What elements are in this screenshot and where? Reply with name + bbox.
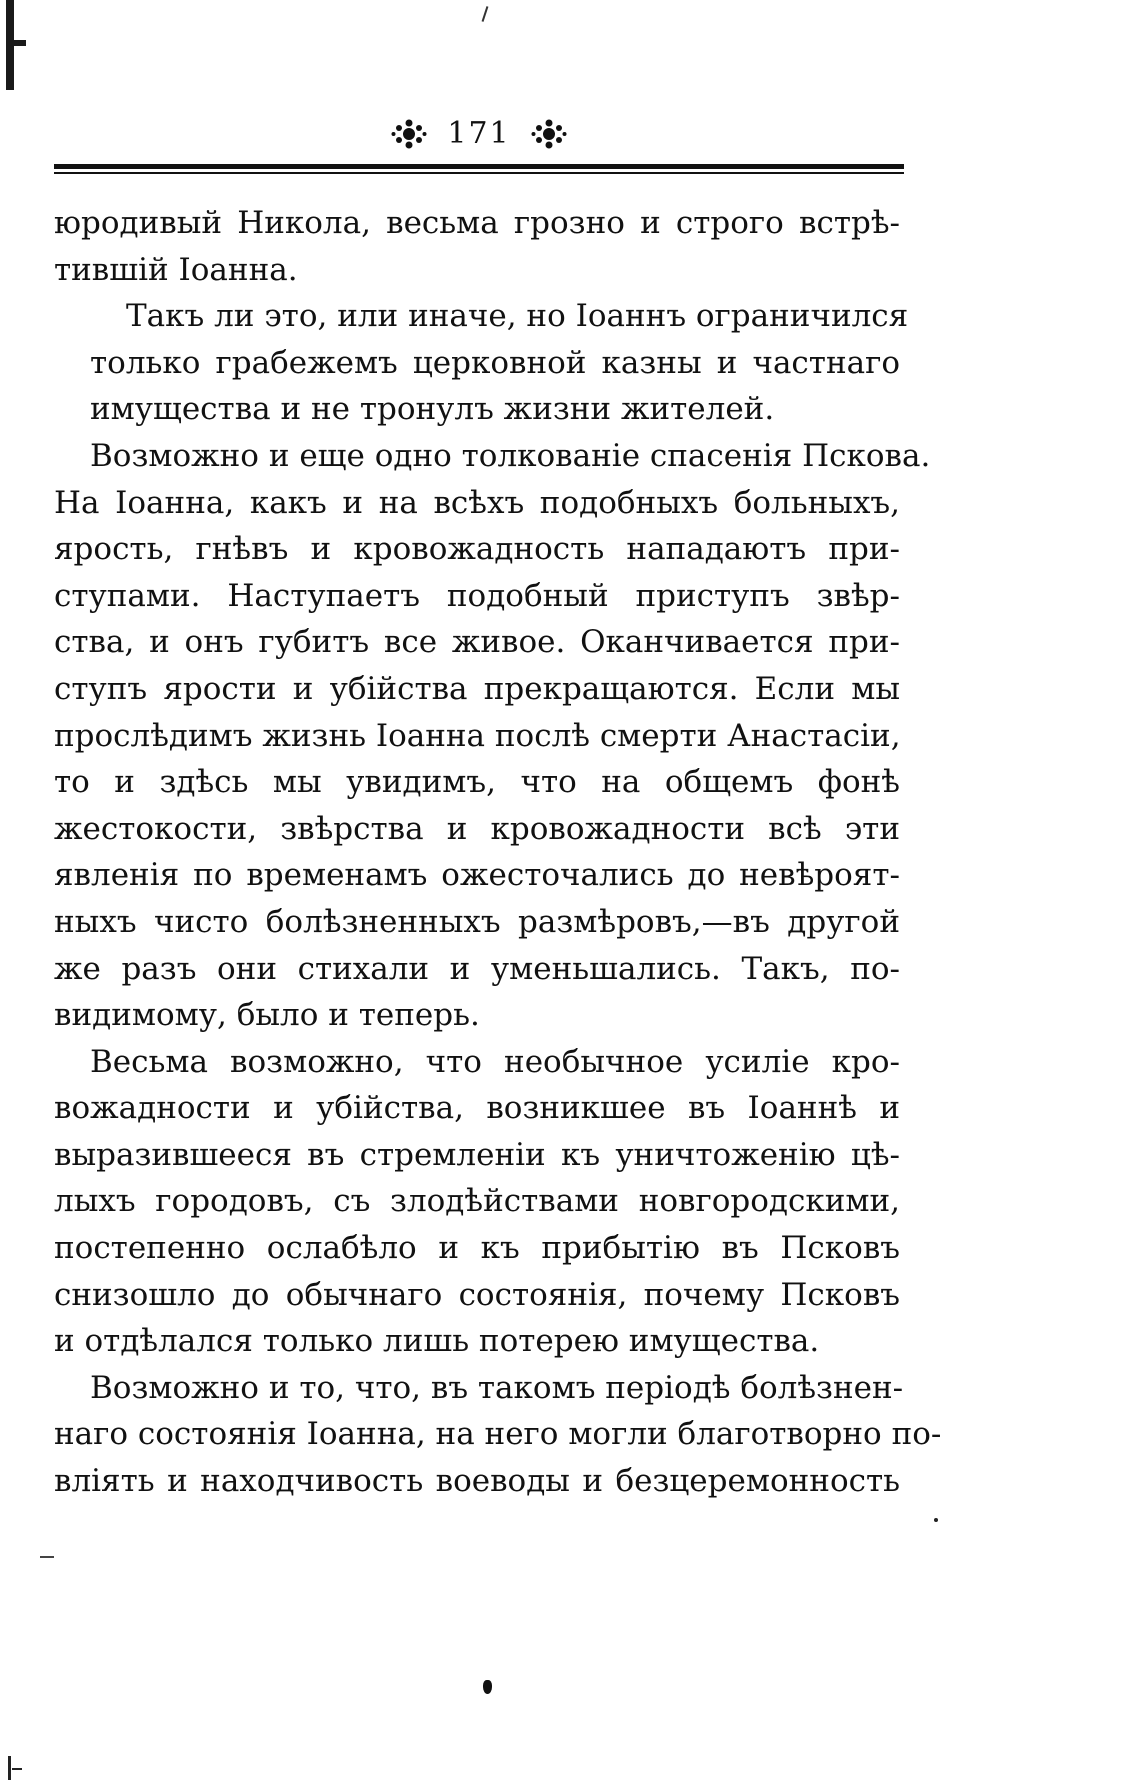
text-line: Такъ ли это, или иначе, но Іоаннъ ограничился — [126, 298, 909, 335]
header-rule-thick — [54, 164, 904, 169]
text-line: видимому, было и теперь. — [54, 997, 480, 1034]
body-text — [54, 200, 942, 1505]
text-line: ступъ ярости и убійства прекращаются. Если мы — [54, 670, 900, 707]
paragraph-3 — [54, 433, 931, 1039]
paragraph-5 — [54, 1365, 942, 1505]
text-line: ныхъ чисто болѣзненныхъ размѣровъ,—въ другой — [54, 903, 900, 940]
paragraph-1 — [54, 200, 900, 293]
text-line: На Іоанна, какъ и на всѣхъ подобныхъ больныхъ, — [54, 484, 900, 521]
text-line: ства, и онъ губитъ все живое. Оканчивается при- — [54, 624, 900, 661]
text-line: же разъ они стихали и уменьшались. Такъ, по- — [54, 950, 900, 987]
page-edge-mark — [8, 1756, 11, 1780]
text-line: постепенно ослабѣло и къ прибытію въ Псковъ — [54, 1230, 900, 1267]
ink-blot — [483, 1680, 492, 1694]
text-line: вліять и находчивость воеводы и безцеремонность — [54, 1463, 900, 1500]
text-line: наго состоянія Іоанна, на него могли благотворно по- — [54, 1416, 942, 1453]
paragraph-2 — [54, 293, 909, 433]
ink-speck — [40, 1556, 54, 1558]
page-edge-mark — [12, 1768, 22, 1770]
page-number: 171 — [447, 116, 511, 151]
text-line: прослѣдимъ жизнь Іоанна послѣ смерти Анастасіи, — [54, 717, 901, 754]
ink-tick-mark — [482, 6, 489, 22]
text-line: только грабежемъ церковной казны и частнаго — [90, 344, 900, 381]
text-line: ярость, гнѣвъ и кровожадность нападаютъ при- — [54, 531, 900, 568]
page-edge-mark — [12, 40, 26, 46]
text-line: Возможно и еще одно толкованіе спасенія Пскова. — [90, 437, 931, 474]
floral-ornament-icon — [391, 118, 427, 150]
text-line: Весьма возможно, что необычное усиліе кро- — [90, 1043, 900, 1080]
header-rule-thin — [54, 172, 904, 174]
text-line: Возможно и то, что, въ такомъ періодѣ болѣзнен- — [90, 1369, 904, 1406]
text-line: жестокости, звѣрства и кровожадности всѣ эти — [54, 810, 900, 847]
page-header — [54, 112, 904, 172]
paragraph-4 — [54, 1039, 900, 1365]
text-line: ступами. Наступаетъ подобный приступъ звѣр- — [54, 577, 900, 614]
text-line: выразившееся въ стремленіи къ уничтоженію цѣ- — [54, 1136, 900, 1173]
text-line: лыхъ городовъ, съ злодѣйствами новгородскими, — [54, 1183, 900, 1220]
text-line: снизошло до обычнаго состоянія, почему Псковъ — [54, 1276, 900, 1313]
text-line: тившій Іоанна. — [54, 251, 298, 288]
text-line: юродивый Никола, весьма грозно и строго встрѣ- — [54, 205, 900, 241]
text-line: явленія по временамъ ожесточались до невѣроят- — [54, 857, 900, 894]
text-line: вожадности и убійства, возникшее въ Іоаннѣ и — [54, 1090, 900, 1127]
ink-speck — [934, 1518, 938, 1522]
text-line: и отдѣлался только лишь потерею имущества. — [54, 1323, 820, 1360]
header-row — [54, 112, 904, 156]
text-line: имущества и не тронулъ жизни жителей. — [90, 391, 775, 428]
floral-ornament-icon — [531, 118, 567, 150]
text-line: то и здѣсь мы увидимъ, что на общемъ фонѣ — [54, 764, 900, 801]
